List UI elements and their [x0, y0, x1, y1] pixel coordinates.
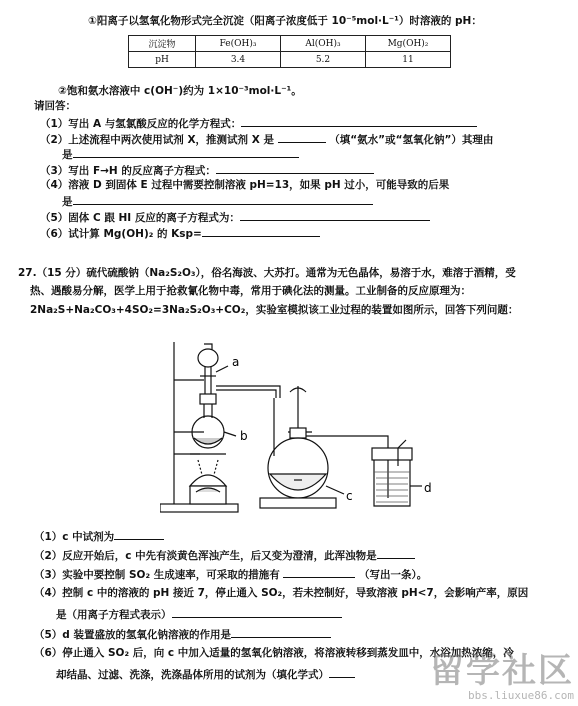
watermark [430, 653, 574, 702]
question-3 [40, 162, 374, 178]
question-2 [40, 131, 493, 147]
answer-blank[interactable] [278, 131, 326, 143]
question-text: （5）固体 C 跟 HI 反应的离子方程式为： [40, 212, 240, 224]
stand-base [160, 504, 238, 512]
watermark-logo: 留学社区 [430, 651, 574, 691]
answer-blank[interactable] [216, 162, 374, 174]
alcohol-lamp [190, 475, 226, 486]
experiment-apparatus-diagram [160, 336, 450, 526]
question-6 [40, 225, 320, 241]
answer-blank[interactable] [377, 547, 415, 559]
question-text: 是（用离子方程式表示） [56, 609, 172, 621]
answer-blank[interactable] [73, 193, 373, 205]
answer-blank[interactable] [329, 666, 355, 678]
q27-2 [34, 547, 415, 563]
question-text: （5）d 装置盛放的氢氧化钠溶液的作用是 [34, 629, 231, 641]
label-c: c [346, 489, 353, 503]
question-text: 是 [62, 196, 73, 208]
table-cell: pH [129, 52, 196, 68]
q27-3 [34, 566, 427, 582]
watermark-url: bbs.liuxue86.com [468, 689, 574, 702]
answer-blank[interactable] [73, 146, 299, 158]
ask-heading: 请回答： [34, 100, 76, 112]
q27-1 [34, 528, 164, 544]
table-cell: 5.2 [281, 52, 366, 68]
q27-line-2: 热、遇酸易分解，医学上用于抢救氰化物中毒，常用于碘化法的测量。工业制备的反应原理为： [30, 285, 471, 297]
question-text: （1）写出 A 与氢氯酸反应的化学方程式： [40, 118, 242, 130]
question-1 [40, 115, 477, 131]
q27-6-cont [56, 666, 355, 682]
answer-blank[interactable] [172, 606, 342, 618]
question-text: 是 [62, 149, 73, 161]
answer-blank[interactable] [202, 225, 320, 237]
table-cell: Al(OH)₃ [281, 36, 366, 52]
question-text: （填“氨水”或“氢氧化钠”）其理由 [329, 134, 494, 146]
note-ammonia: ②饱和氨水溶液中 c(OH⁻)约为 1×10⁻³mol·L⁻¹。 [58, 85, 302, 97]
separatory-funnel [198, 349, 218, 367]
q27-equation: 2Na₂S+Na₂CO₃+4SO₂=3Na₂S₂O₃+CO₂，实验室模拟该工业过程的装置如图所示，回答下列问题： [30, 304, 519, 316]
question-text: （6）试计算 Mg(OH)₂ 的 Ksp= [40, 228, 202, 240]
delivery-tube-a [216, 386, 280, 398]
question-text: （3）实验中要控制 SO₂ 生成速率，可采取的措施有 [34, 569, 280, 581]
question-text: （2）上述流程中两次使用试剂 X，推测试剂 X 是 [40, 134, 274, 146]
q27-line-1: 27.（15 分）硫代硫酸钠（Na₂S₂O₃），俗名海波、大苏打。通常为无色晶体，易溶于水，难溶于酒精，受 [18, 267, 516, 279]
question-4: （4）溶液 D 到固体 E 过程中需要控制溶液 pH=13，如果 pH 过小，可能导致的后果 [40, 179, 450, 191]
answer-blank[interactable] [231, 626, 331, 638]
question-text: （写出一条）。 [359, 569, 428, 581]
table-row [129, 36, 451, 52]
answer-blank[interactable] [240, 209, 430, 221]
table-cell: Fe(OH)₃ [196, 36, 281, 52]
q27-6: （6）停止通入 SO₂ 后，向 c 中加入适量的氢氧化钠溶液，将溶液转移到蒸发皿中，水浴加热浓缩，冷 [34, 647, 514, 659]
q27-5 [34, 626, 331, 642]
ph-table [128, 35, 451, 68]
question-text: 却结晶、过滤、洗涤，洗涤晶体所用的试剂为（填化学式） [56, 669, 329, 681]
q27-4-cont [56, 606, 342, 622]
label-d: d [424, 481, 432, 495]
question-2-cont [62, 146, 299, 162]
label-b: b [240, 429, 248, 443]
question-text: （3）写出 F→H 的反应离子方程式： [40, 165, 216, 177]
note-precipitation-ph: ①阳离子以氢氧化物形式完全沉淀（阳离子浓度低于 10⁻⁵mol·L⁻¹）时溶液的 pH： [88, 15, 482, 27]
table-cell: 11 [366, 52, 451, 68]
table-row [129, 52, 451, 68]
question-5 [40, 209, 430, 225]
question-text: （2）反应开始后，c 中先有淡黄色浑浊产生，后又变为澄清，此浑浊物是 [34, 550, 377, 562]
answer-blank[interactable] [114, 528, 164, 540]
question-text: （1）c 中试剂为 [34, 531, 115, 543]
answer-blank[interactable] [241, 115, 477, 127]
table-cell: 3.4 [196, 52, 281, 68]
answer-blank[interactable] [283, 566, 355, 578]
gas-washing-bottle-d [374, 460, 410, 506]
table-cell: Mg(OH)₂ [366, 36, 451, 52]
q27-4: （4）控制 c 中的溶液的 pH 接近 7，停止通入 SO₂，若未控制好，导致溶液 pH<7，会影响产率，原因 [34, 587, 529, 599]
stirrer-base [260, 498, 336, 508]
question-4-cont [62, 193, 373, 209]
label-a: a [232, 355, 240, 369]
table-cell: 沉淀物 [129, 36, 196, 52]
